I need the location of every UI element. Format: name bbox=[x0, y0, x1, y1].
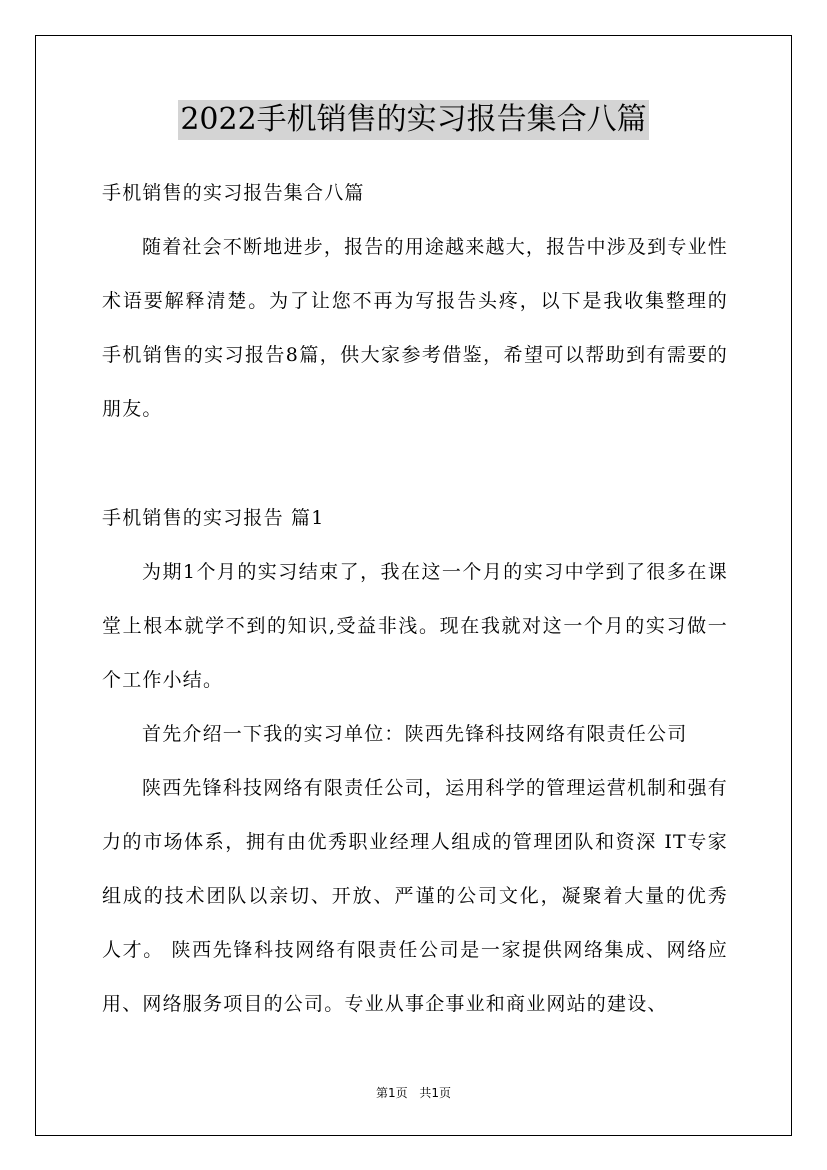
page-total: 共1页 bbox=[419, 1086, 452, 1100]
page-number: 第1页 bbox=[375, 1086, 408, 1100]
body-paragraph-2: 首先介绍一下我的实习单位：陕西先锋科技网络有限责任公司 bbox=[142, 723, 688, 745]
page-footer bbox=[0, 1084, 827, 1101]
body-paragraph-1: 为期1个月的实习结束了，我在这一个月的实习中学到了很多在课堂上根本就学不到的知识,受益非浅。现在我就对这一个月的实习做一个工作小结。 bbox=[102, 561, 728, 691]
section-heading: 手机销售的实习报告 篇1 bbox=[102, 507, 325, 529]
title-container bbox=[0, 100, 827, 140]
body-paragraph-3: 陕西先锋科技网络有限责任公司，运用科学的管理运营机制和强有力的市场体系，拥有由优秀职业经理人组成的管理团队和资深 IT专家组成的技术团队以亲切、开放、严谨的公司文化，凝聚着大量的优秀人才。 陕西先锋科技网络有限责任公司是一家提供网络集成、网络应用、网络服务项目的公司。专业从事企事业和商业网站的建设、 bbox=[102, 777, 728, 1015]
document-title: 2022手机销售的实习报告集合八篇 bbox=[178, 100, 648, 140]
document-subtitle: 手机销售的实习报告集合八篇 bbox=[102, 182, 365, 204]
intro-paragraph: 随着社会不断地进步，报告的用途越来越大，报告中涉及到专业性术语要解释清楚。为了让您不再为写报告头疼，以下是我收集整理的手机销售的实习报告8篇，供大家参考借鉴，希望可以帮助到有需要的朋友。 bbox=[102, 236, 728, 420]
